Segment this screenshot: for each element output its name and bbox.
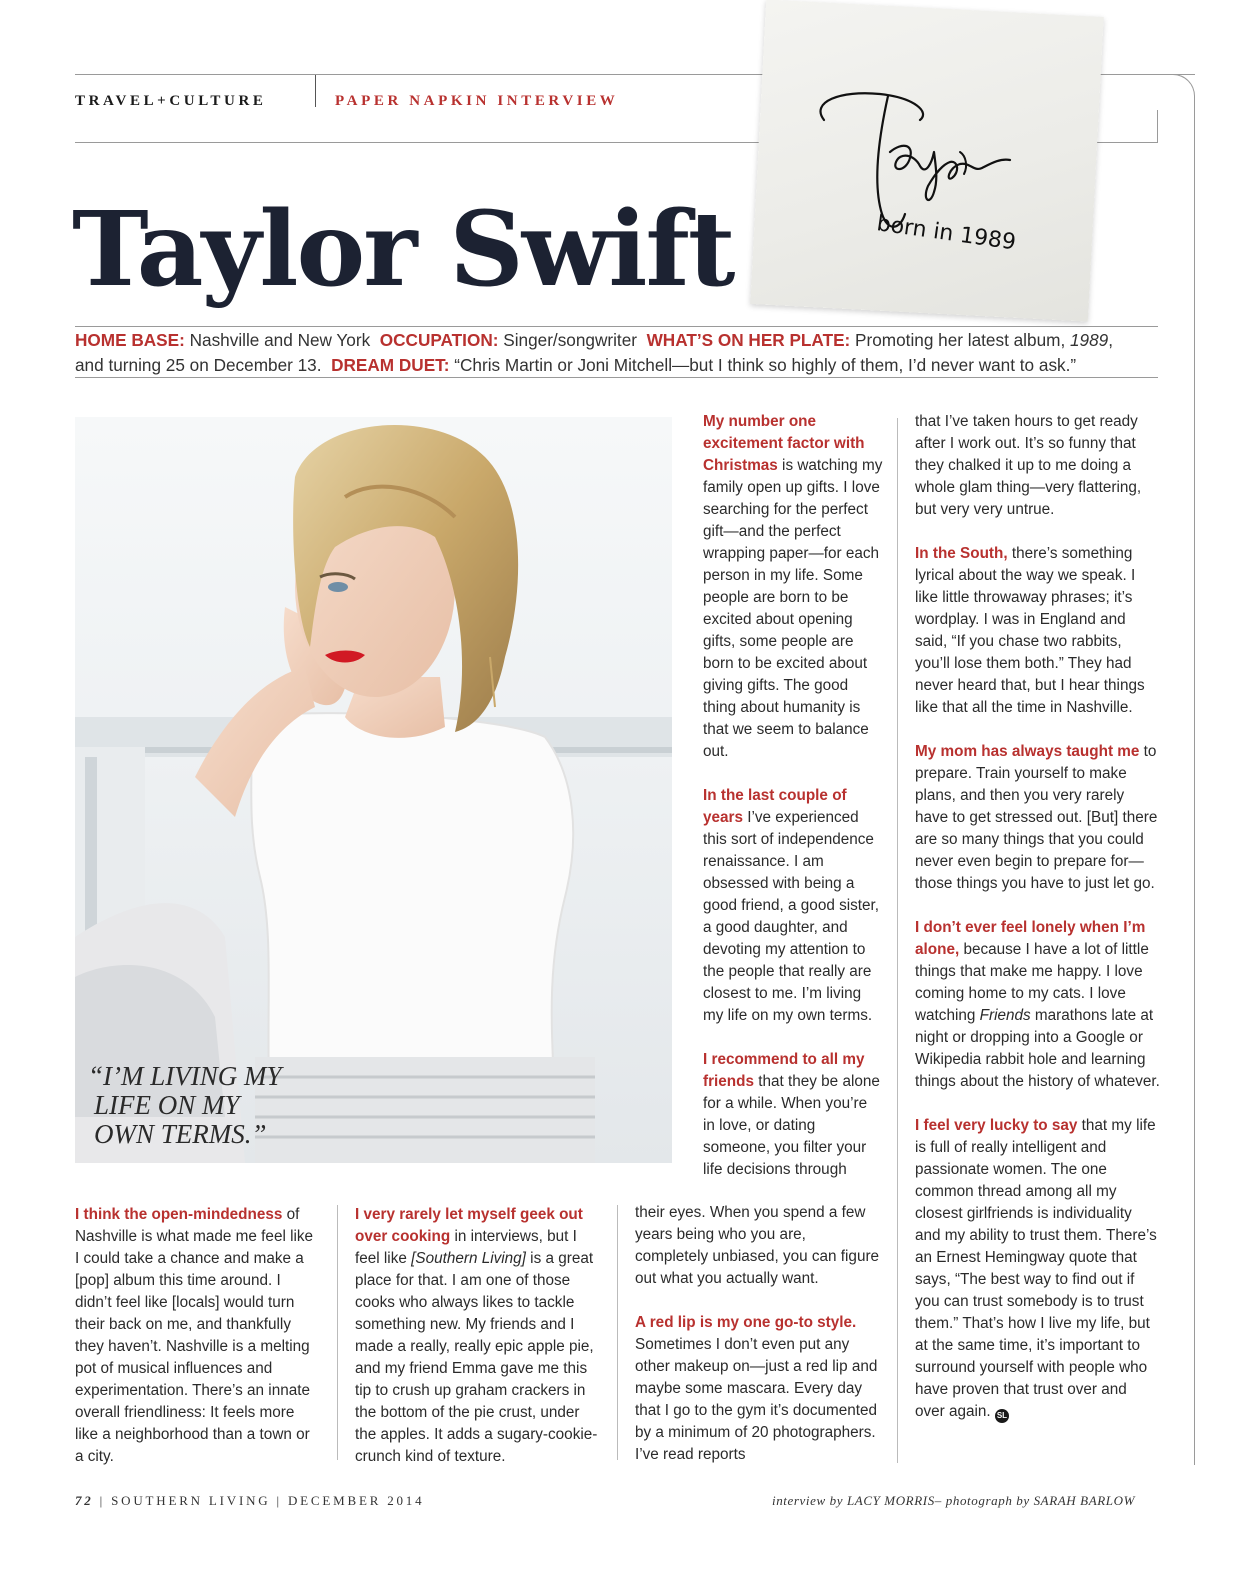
paragraph-body: because I have a lot of little things that make me happy. I love coming home to my cats. I love watching — [915, 941, 1149, 1024]
column-divider — [337, 1205, 338, 1460]
paragraph-body: in interviews, but I feel like — [355, 1228, 577, 1267]
header-rule-tick — [1157, 110, 1158, 142]
paragraph-christmas — [703, 411, 883, 763]
paragraph-body: that my life is full of really intelligent and passionate women. The one common thread among all my closest girlfriends is individuality and my ability to trust them. There’s an Ernest Hemingway quote that says, “The best way to find out if you can trust somebody is to trust them.” That’s how I live my life, but at the same time, it’s important to surround yourself with people who have proven that trust over and over again. — [915, 1117, 1157, 1420]
paragraph-body: there’s something lyrical about the way we speak. I like little throwaway phrases; it’s wordplay. I was in England and said, “If you chase two rabbits, you’ll lose them both.” They had never heard that, but I hear things like that all the time in Nashville. — [915, 545, 1145, 716]
article-column-4 — [915, 411, 1160, 1445]
subsection-label: PAPER NAPKIN INTERVIEW — [335, 93, 619, 109]
page-frame-corner — [1160, 74, 1195, 1465]
paragraph-lucky — [915, 1115, 1160, 1423]
plate-value: Promoting her latest album, — [855, 330, 1066, 350]
paragraph-gym-cont — [915, 411, 1160, 521]
occupation-value: Singer/songwriter — [503, 330, 637, 350]
paragraph-lead: I recommend to all my friends — [703, 1051, 865, 1090]
pull-quote — [88, 1062, 282, 1149]
paragraph-lead: My number one excitement factor with Christmas — [703, 413, 865, 474]
paragraph-independence — [703, 785, 883, 1027]
dream-duet-value: “Chris Martin or Joni Mitchell—but I think so highly of them, I’d never want to ask.” — [454, 354, 1077, 375]
paragraph-body: that I’ve taken hours to get ready after I work out. It’s so funny that they chalked it up to me doing a whole glam thing—very flattering, but very very untrue. — [915, 413, 1142, 518]
dream-duet-label: DREAM DUET: — [331, 354, 450, 375]
svg-text:born in 1989: born in 1989 — [875, 211, 1018, 256]
paragraph-alone-cont — [635, 1202, 883, 1290]
paragraph-cooking — [355, 1204, 600, 1468]
end-mark-icon: SL — [995, 1409, 1009, 1423]
paragraph-lead: My mom has always taught me — [915, 743, 1140, 760]
plate-label: WHAT’S ON HER PLATE: — [646, 330, 851, 350]
paragraph-body: is watching my family open up gifts. I love searching for the perfect gift—and the perfect wrapping paper—for each person in my life. Some people are born to be excited about opening gifts, some people are born to be excited about giving gifts. The good thing about humanity is that we seem to balance out. — [703, 457, 883, 760]
paragraph-lead: I don’t ever feel lonely when I’m alone, — [915, 919, 1146, 958]
article-column-3-lower — [635, 1202, 883, 1488]
paragraph-alone — [703, 1049, 883, 1181]
section-divider — [315, 75, 316, 107]
paragraph-lead: I very rarely let myself geek out over cooking — [355, 1206, 583, 1245]
pull-quote-line-3: OWN TERMS.” — [94, 1119, 267, 1149]
paragraph-lead: I think the open-mindedness — [75, 1206, 283, 1223]
paragraph-body-cont: marathons late at night or dropping into a Google or Wikipedia rabbit hole and learning things about the history of whatever. — [915, 1007, 1160, 1090]
column-divider — [617, 1205, 618, 1460]
paragraph-italic: Friends — [979, 1007, 1031, 1024]
paragraph-lead: In the last couple of years — [703, 787, 847, 826]
paragraph-nashville — [75, 1204, 320, 1468]
pull-quote-line-1: “I’M LIVING MY — [88, 1061, 282, 1091]
paragraph-mom — [915, 741, 1160, 895]
publication-line: | SOUTHERN LIVING | DECEMBER 2014 — [99, 1493, 425, 1508]
paragraph-lead: I feel very lucky to say — [915, 1117, 1078, 1134]
handwritten-signature — [810, 82, 1050, 262]
article-column-3 — [703, 411, 883, 1203]
paragraph-italic: [Southern Living] — [411, 1250, 526, 1267]
paragraph-lonely — [915, 917, 1160, 1093]
paragraph-body: that they be alone for a while. When you’re in love, or dating someone, you filter your life decisions through — [703, 1073, 880, 1178]
plate-value-line2: and turning 25 on December 13. — [75, 354, 322, 375]
home-base-value: Nashville and New York — [189, 330, 371, 350]
credits: interview by LACY MORRIS– photograph by SARAH BARLOW — [772, 1493, 1136, 1508]
paragraph-body: of Nashville is what made me feel like I could take a chance and make a [pop] album this time around. I didn’t feel like [locals] would turn their back on me, and thankfully they haven’t. Nashville is a melting pot of musical influences and experimentation. There’s an innate overall friendliness: It feels more like a neighborhood than a town or a city. — [75, 1206, 314, 1465]
plate-album: 1989 — [1070, 330, 1109, 350]
article-column-1 — [75, 1204, 320, 1490]
quick-facts — [75, 328, 1165, 377]
section-label: TRAVEL+CULTURE — [75, 93, 267, 109]
paragraph-body: I’ve experienced this sort of independence renaissance. I am obsessed with being a good friend, a good sister, a good daughter, and devoting my attention to the people that really are closest to me. I’m living my life on my own terms. — [703, 809, 880, 1024]
facts-bottom-rule — [75, 377, 1158, 378]
paragraph-redlip — [635, 1312, 883, 1466]
page-number: 72 — [75, 1493, 94, 1508]
paragraph-lead: A red lip is my one go-to style. — [635, 1314, 857, 1331]
plate-comma: , — [1108, 330, 1114, 350]
paragraph-lead: In the South, — [915, 545, 1008, 562]
column-divider — [897, 418, 898, 1463]
paragraph-south — [915, 543, 1160, 719]
home-base-label: HOME BASE: — [75, 330, 185, 350]
facts-top-rule — [75, 326, 1158, 327]
facts-line-2 — [75, 353, 1165, 378]
occupation-label: OCCUPATION: — [379, 330, 499, 350]
page-title: Taylor Swift — [72, 189, 734, 310]
paragraph-body-cont: is a great place for that. I am one of those cooks who always likes to tackle something new. My friends and I made a really, really epic apple pie, and my friend Emma gave me this tip to crush up graham crackers in the bottom of the pie crust, under the apples. It adds a sugary-cookie-crunch kind of texture. — [355, 1250, 598, 1465]
portrait-photo — [75, 417, 672, 1163]
pull-quote-line-2: LIFE ON MY — [94, 1090, 240, 1120]
folio — [75, 1493, 424, 1509]
paragraph-body: their eyes. When you spend a few years being who you are, completely unbiased, you can figure out what you actually want. — [635, 1204, 880, 1287]
facts-line-1 — [75, 328, 1165, 353]
paragraph-body: to prepare. Train yourself to make plans, and then you very rarely have to get stressed out. [But] there are so many things that you could never even begin to prepare for—those things you have to just let go. — [915, 743, 1158, 892]
paragraph-body: Sometimes I don’t even put any other makeup on—just a red lip and maybe some mascara. Every day that I go to the gym it’s documented by a minimum of 20 photographers. I’ve read reports — [635, 1336, 878, 1463]
article-column-2 — [355, 1204, 600, 1490]
